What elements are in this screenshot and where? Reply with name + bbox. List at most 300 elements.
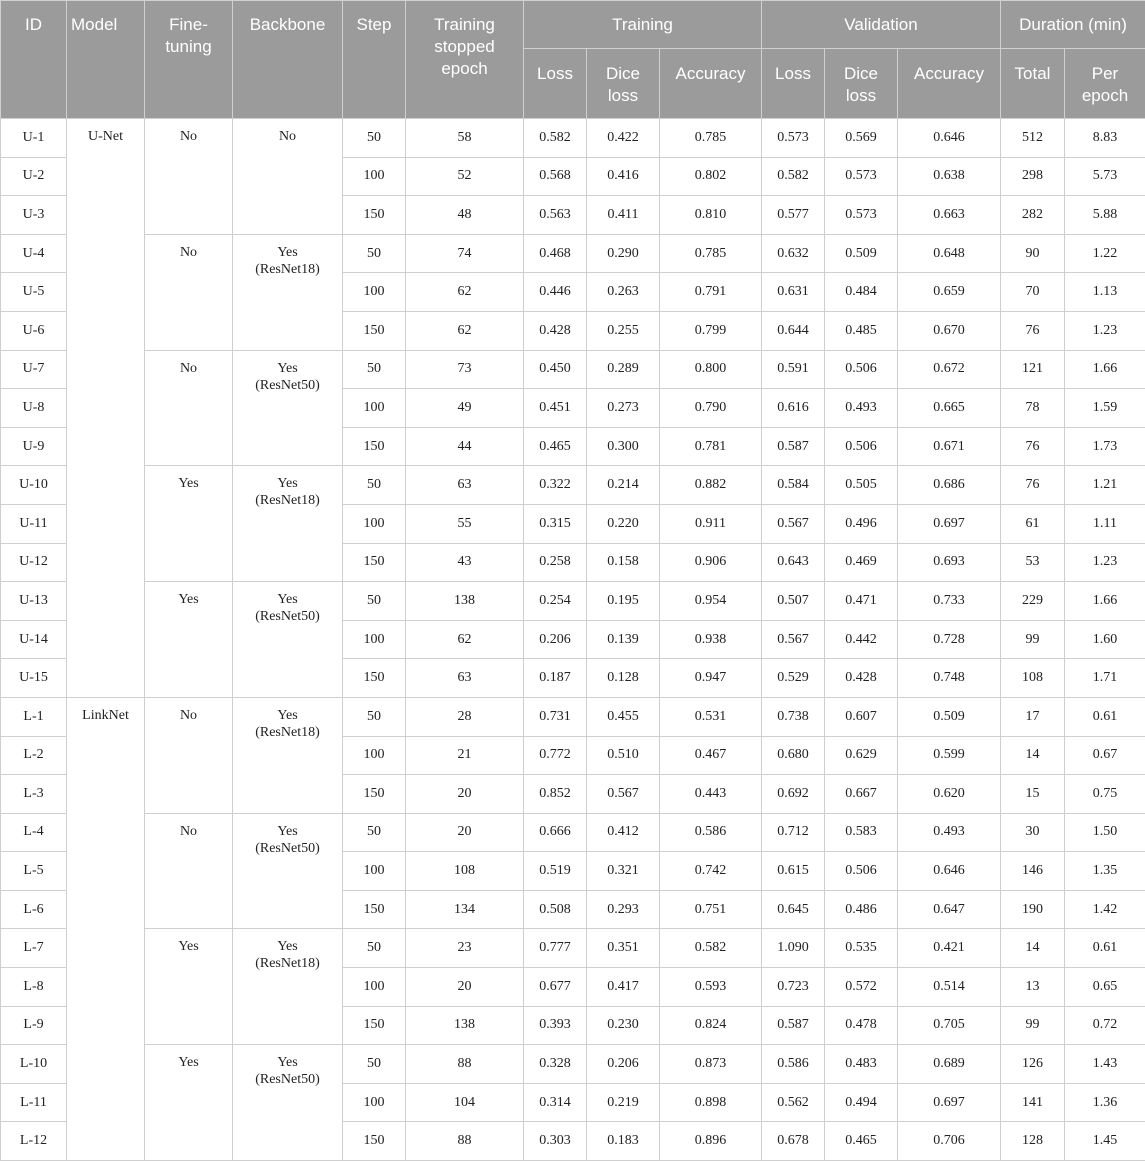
duration-total-cell: 14 xyxy=(1001,736,1065,775)
validation-loss-cell: 0.567 xyxy=(762,620,825,659)
backbone-value: Yes xyxy=(233,591,342,608)
training-accuracy-cell: 0.790 xyxy=(660,389,762,428)
validation-loss-cell: 0.507 xyxy=(762,582,825,621)
validation-dice-loss-cell: 0.496 xyxy=(825,504,898,543)
training-dice-loss-cell: 0.139 xyxy=(587,620,660,659)
validation-loss-cell: 0.587 xyxy=(762,1006,825,1045)
stopped-epoch-cell: 28 xyxy=(406,697,524,736)
training-dice-loss-cell: 0.422 xyxy=(587,119,660,158)
validation-accuracy-cell: 0.689 xyxy=(898,1045,1001,1084)
validation-dice-loss-cell: 0.583 xyxy=(825,813,898,852)
duration-per-epoch-cell: 1.60 xyxy=(1065,620,1145,659)
duration-total-cell: 76 xyxy=(1001,311,1065,350)
training-accuracy-cell: 0.785 xyxy=(660,234,762,273)
step-cell: 50 xyxy=(343,466,406,505)
table-row xyxy=(1,582,1145,621)
backbone-value: Yes xyxy=(233,938,342,955)
validation-accuracy-cell: 0.665 xyxy=(898,389,1001,428)
duration-per-epoch-cell: 5.73 xyxy=(1065,157,1145,196)
stopped-epoch-cell: 63 xyxy=(406,659,524,698)
validation-loss-cell: 0.631 xyxy=(762,273,825,312)
fine-tuning-cell: Yes xyxy=(145,929,233,1045)
training-loss-cell: 0.206 xyxy=(524,620,587,659)
stopped-epoch-cell: 62 xyxy=(406,311,524,350)
id-cell: L-8 xyxy=(1,968,67,1007)
validation-loss-cell: 0.591 xyxy=(762,350,825,389)
validation-loss-cell: 0.586 xyxy=(762,1045,825,1084)
id-cell: U-5 xyxy=(1,273,67,312)
validation-accuracy-cell: 0.509 xyxy=(898,697,1001,736)
id-cell: U-6 xyxy=(1,311,67,350)
fine-tuning-cell: No xyxy=(145,813,233,929)
training-dice-loss-cell: 0.195 xyxy=(587,582,660,621)
backbone-value: No xyxy=(233,128,342,145)
validation-dice-loss-cell: 0.506 xyxy=(825,350,898,389)
validation-dice-loss-cell: 0.607 xyxy=(825,697,898,736)
id-cell: U-9 xyxy=(1,427,67,466)
duration-total-cell: 282 xyxy=(1001,196,1065,235)
step-cell: 150 xyxy=(343,543,406,582)
validation-loss-cell: 0.680 xyxy=(762,736,825,775)
training-dice-loss-cell: 0.455 xyxy=(587,697,660,736)
step-cell: 100 xyxy=(343,968,406,1007)
duration-total-cell: 121 xyxy=(1001,350,1065,389)
training-dice-loss-cell: 0.300 xyxy=(587,427,660,466)
step-cell: 50 xyxy=(343,813,406,852)
col-header-validation-dice-loss: Dice loss xyxy=(825,49,898,119)
training-loss-cell: 0.322 xyxy=(524,466,587,505)
id-cell: L-3 xyxy=(1,775,67,814)
validation-dice-loss-cell: 0.573 xyxy=(825,157,898,196)
training-loss-cell: 0.777 xyxy=(524,929,587,968)
table-body xyxy=(1,119,1145,1161)
step-cell: 50 xyxy=(343,350,406,389)
backbone-detail: (ResNet18) xyxy=(233,261,342,278)
col-group-training: Training xyxy=(524,1,762,49)
training-loss-cell: 0.666 xyxy=(524,813,587,852)
duration-per-epoch-cell: 1.21 xyxy=(1065,466,1145,505)
training-accuracy-cell: 0.906 xyxy=(660,543,762,582)
training-loss-cell: 0.450 xyxy=(524,350,587,389)
training-accuracy-cell: 0.898 xyxy=(660,1083,762,1122)
training-loss-cell: 0.393 xyxy=(524,1006,587,1045)
duration-total-cell: 128 xyxy=(1001,1122,1065,1161)
duration-per-epoch-cell: 0.61 xyxy=(1065,929,1145,968)
col-header-step: Step xyxy=(343,1,406,119)
duration-total-cell: 126 xyxy=(1001,1045,1065,1084)
training-accuracy-cell: 0.443 xyxy=(660,775,762,814)
step-cell: 50 xyxy=(343,929,406,968)
validation-dice-loss-cell: 0.569 xyxy=(825,119,898,158)
stopped-epoch-cell: 20 xyxy=(406,968,524,1007)
validation-loss-cell: 0.615 xyxy=(762,852,825,891)
backbone-value: Yes xyxy=(233,475,342,492)
step-cell: 150 xyxy=(343,1006,406,1045)
duration-per-epoch-cell: 1.66 xyxy=(1065,582,1145,621)
training-dice-loss-cell: 0.128 xyxy=(587,659,660,698)
col-header-model: Model xyxy=(67,1,145,119)
training-accuracy-cell: 0.873 xyxy=(660,1045,762,1084)
validation-accuracy-cell: 0.646 xyxy=(898,119,1001,158)
training-accuracy-cell: 0.582 xyxy=(660,929,762,968)
stopped-epoch-cell: 88 xyxy=(406,1122,524,1161)
validation-dice-loss-cell: 0.535 xyxy=(825,929,898,968)
training-dice-loss-cell: 0.351 xyxy=(587,929,660,968)
stopped-epoch-cell: 21 xyxy=(406,736,524,775)
training-dice-loss-cell: 0.293 xyxy=(587,890,660,929)
backbone-detail: (ResNet50) xyxy=(233,377,342,394)
training-loss-cell: 0.677 xyxy=(524,968,587,1007)
id-cell: L-6 xyxy=(1,890,67,929)
table-row xyxy=(1,813,1145,852)
step-cell: 150 xyxy=(343,427,406,466)
fine-tuning-cell: No xyxy=(145,350,233,466)
id-cell: L-9 xyxy=(1,1006,67,1045)
duration-total-cell: 78 xyxy=(1001,389,1065,428)
duration-total-cell: 298 xyxy=(1001,157,1065,196)
backbone-detail: (ResNet50) xyxy=(233,840,342,857)
id-cell: L-10 xyxy=(1,1045,67,1084)
duration-total-cell: 146 xyxy=(1001,852,1065,891)
id-cell: L-12 xyxy=(1,1122,67,1161)
duration-per-epoch-cell: 1.36 xyxy=(1065,1083,1145,1122)
fine-tuning-cell: Yes xyxy=(145,466,233,582)
validation-dice-loss-cell: 0.506 xyxy=(825,852,898,891)
model-cell: LinkNet xyxy=(67,697,145,1160)
validation-loss-cell: 0.567 xyxy=(762,504,825,543)
training-loss-cell: 0.468 xyxy=(524,234,587,273)
training-accuracy-cell: 0.802 xyxy=(660,157,762,196)
duration-total-cell: 76 xyxy=(1001,466,1065,505)
id-cell: U-7 xyxy=(1,350,67,389)
id-cell: L-1 xyxy=(1,697,67,736)
stopped-epoch-cell: 104 xyxy=(406,1083,524,1122)
step-cell: 100 xyxy=(343,273,406,312)
duration-per-epoch-cell: 1.50 xyxy=(1065,813,1145,852)
duration-total-cell: 14 xyxy=(1001,929,1065,968)
stopped-epoch-cell: 43 xyxy=(406,543,524,582)
validation-loss-cell: 0.577 xyxy=(762,196,825,235)
col-header-id: ID xyxy=(1,1,67,119)
validation-loss-cell: 0.712 xyxy=(762,813,825,852)
duration-per-epoch-cell: 1.13 xyxy=(1065,273,1145,312)
duration-per-epoch-cell: 1.73 xyxy=(1065,427,1145,466)
backbone-cell xyxy=(233,466,343,582)
validation-loss-cell: 0.645 xyxy=(762,890,825,929)
training-dice-loss-cell: 0.263 xyxy=(587,273,660,312)
id-cell: L-4 xyxy=(1,813,67,852)
training-accuracy-cell: 0.781 xyxy=(660,427,762,466)
training-dice-loss-cell: 0.255 xyxy=(587,311,660,350)
stopped-epoch-cell: 44 xyxy=(406,427,524,466)
step-cell: 50 xyxy=(343,119,406,158)
training-loss-cell: 0.731 xyxy=(524,697,587,736)
validation-loss-cell: 0.632 xyxy=(762,234,825,273)
duration-total-cell: 512 xyxy=(1001,119,1065,158)
validation-dice-loss-cell: 0.509 xyxy=(825,234,898,273)
step-cell: 150 xyxy=(343,659,406,698)
validation-dice-loss-cell: 0.469 xyxy=(825,543,898,582)
backbone-cell xyxy=(233,929,343,1045)
fine-tuning-cell: No xyxy=(145,234,233,350)
training-accuracy-cell: 0.742 xyxy=(660,852,762,891)
duration-per-epoch-cell: 1.11 xyxy=(1065,504,1145,543)
validation-loss-cell: 0.582 xyxy=(762,157,825,196)
fine-tuning-cell: No xyxy=(145,119,233,235)
duration-total-cell: 17 xyxy=(1001,697,1065,736)
validation-accuracy-cell: 0.697 xyxy=(898,1083,1001,1122)
duration-per-epoch-cell: 1.42 xyxy=(1065,890,1145,929)
training-accuracy-cell: 0.824 xyxy=(660,1006,762,1045)
fine-tuning-cell: Yes xyxy=(145,1045,233,1161)
id-cell: U-1 xyxy=(1,119,67,158)
validation-accuracy-cell: 0.599 xyxy=(898,736,1001,775)
training-dice-loss-cell: 0.220 xyxy=(587,504,660,543)
id-cell: U-2 xyxy=(1,157,67,196)
backbone-value: Yes xyxy=(233,707,342,724)
id-cell: U-12 xyxy=(1,543,67,582)
training-dice-loss-cell: 0.230 xyxy=(587,1006,660,1045)
stopped-epoch-cell: 58 xyxy=(406,119,524,158)
training-dice-loss-cell: 0.219 xyxy=(587,1083,660,1122)
training-dice-loss-cell: 0.290 xyxy=(587,234,660,273)
validation-dice-loss-cell: 0.485 xyxy=(825,311,898,350)
step-cell: 150 xyxy=(343,890,406,929)
duration-total-cell: 141 xyxy=(1001,1083,1065,1122)
training-loss-cell: 0.519 xyxy=(524,852,587,891)
training-dice-loss-cell: 0.416 xyxy=(587,157,660,196)
id-cell: L-2 xyxy=(1,736,67,775)
col-header-training-dice-loss: Dice loss xyxy=(587,49,660,119)
duration-per-epoch-cell: 1.66 xyxy=(1065,350,1145,389)
stopped-epoch-cell: 63 xyxy=(406,466,524,505)
validation-loss-cell: 0.643 xyxy=(762,543,825,582)
validation-accuracy-cell: 0.514 xyxy=(898,968,1001,1007)
backbone-detail: (ResNet18) xyxy=(233,724,342,741)
stopped-epoch-cell: 138 xyxy=(406,582,524,621)
id-cell: L-11 xyxy=(1,1083,67,1122)
duration-per-epoch-cell: 5.88 xyxy=(1065,196,1145,235)
validation-accuracy-cell: 0.705 xyxy=(898,1006,1001,1045)
table-row xyxy=(1,350,1145,389)
backbone-value: Yes xyxy=(233,360,342,377)
table-header xyxy=(1,1,1145,119)
validation-loss-cell: 1.090 xyxy=(762,929,825,968)
duration-total-cell: 99 xyxy=(1001,1006,1065,1045)
validation-accuracy-cell: 0.638 xyxy=(898,157,1001,196)
stopped-epoch-cell: 23 xyxy=(406,929,524,968)
step-cell: 100 xyxy=(343,620,406,659)
validation-dice-loss-cell: 0.493 xyxy=(825,389,898,428)
validation-dice-loss-cell: 0.573 xyxy=(825,196,898,235)
training-accuracy-cell: 0.911 xyxy=(660,504,762,543)
col-header-stopped-epoch: Training stopped epoch xyxy=(406,1,524,119)
step-cell: 100 xyxy=(343,389,406,428)
stopped-epoch-cell: 88 xyxy=(406,1045,524,1084)
duration-total-cell: 76 xyxy=(1001,427,1065,466)
validation-dice-loss-cell: 0.629 xyxy=(825,736,898,775)
duration-per-epoch-cell: 0.65 xyxy=(1065,968,1145,1007)
validation-dice-loss-cell: 0.572 xyxy=(825,968,898,1007)
id-cell: L-5 xyxy=(1,852,67,891)
step-cell: 150 xyxy=(343,775,406,814)
training-dice-loss-cell: 0.417 xyxy=(587,968,660,1007)
col-group-validation: Validation xyxy=(762,1,1001,49)
backbone-value: Yes xyxy=(233,244,342,261)
duration-per-epoch-cell: 0.61 xyxy=(1065,697,1145,736)
training-dice-loss-cell: 0.411 xyxy=(587,196,660,235)
backbone-detail: (ResNet50) xyxy=(233,608,342,625)
duration-per-epoch-cell: 1.71 xyxy=(1065,659,1145,698)
stopped-epoch-cell: 20 xyxy=(406,775,524,814)
fine-tuning-cell: No xyxy=(145,697,233,813)
training-loss-cell: 0.451 xyxy=(524,389,587,428)
stopped-epoch-cell: 49 xyxy=(406,389,524,428)
duration-per-epoch-cell: 1.23 xyxy=(1065,543,1145,582)
training-dice-loss-cell: 0.289 xyxy=(587,350,660,389)
id-cell: U-13 xyxy=(1,582,67,621)
validation-accuracy-cell: 0.646 xyxy=(898,852,1001,891)
col-header-training-loss: Loss xyxy=(524,49,587,119)
training-accuracy-cell: 0.810 xyxy=(660,196,762,235)
validation-accuracy-cell: 0.671 xyxy=(898,427,1001,466)
table-row xyxy=(1,1045,1145,1084)
duration-total-cell: 61 xyxy=(1001,504,1065,543)
step-cell: 50 xyxy=(343,1045,406,1084)
validation-dice-loss-cell: 0.478 xyxy=(825,1006,898,1045)
validation-dice-loss-cell: 0.484 xyxy=(825,273,898,312)
table-row xyxy=(1,466,1145,505)
step-cell: 100 xyxy=(343,504,406,543)
training-dice-loss-cell: 0.158 xyxy=(587,543,660,582)
duration-total-cell: 13 xyxy=(1001,968,1065,1007)
training-accuracy-cell: 0.800 xyxy=(660,350,762,389)
training-loss-cell: 0.254 xyxy=(524,582,587,621)
training-accuracy-cell: 0.791 xyxy=(660,273,762,312)
duration-per-epoch-cell: 1.43 xyxy=(1065,1045,1145,1084)
col-header-validation-loss: Loss xyxy=(762,49,825,119)
backbone-cell xyxy=(233,350,343,466)
validation-loss-cell: 0.644 xyxy=(762,311,825,350)
duration-total-cell: 53 xyxy=(1001,543,1065,582)
duration-total-cell: 30 xyxy=(1001,813,1065,852)
validation-loss-cell: 0.678 xyxy=(762,1122,825,1161)
table-row xyxy=(1,234,1145,273)
id-cell: U-8 xyxy=(1,389,67,428)
table-row xyxy=(1,929,1145,968)
step-cell: 100 xyxy=(343,157,406,196)
training-accuracy-cell: 0.593 xyxy=(660,968,762,1007)
col-header-validation-accuracy: Accuracy xyxy=(898,49,1001,119)
col-header-fine-tuning: Fine-tuning xyxy=(145,1,233,119)
training-loss-cell: 0.328 xyxy=(524,1045,587,1084)
duration-total-cell: 108 xyxy=(1001,659,1065,698)
validation-dice-loss-cell: 0.486 xyxy=(825,890,898,929)
step-cell: 150 xyxy=(343,196,406,235)
training-accuracy-cell: 0.531 xyxy=(660,697,762,736)
validation-loss-cell: 0.738 xyxy=(762,697,825,736)
id-cell: U-4 xyxy=(1,234,67,273)
step-cell: 150 xyxy=(343,311,406,350)
validation-loss-cell: 0.573 xyxy=(762,119,825,158)
training-accuracy-cell: 0.882 xyxy=(660,466,762,505)
training-accuracy-cell: 0.751 xyxy=(660,890,762,929)
validation-accuracy-cell: 0.421 xyxy=(898,929,1001,968)
id-cell: U-10 xyxy=(1,466,67,505)
validation-accuracy-cell: 0.697 xyxy=(898,504,1001,543)
stopped-epoch-cell: 138 xyxy=(406,1006,524,1045)
validation-loss-cell: 0.529 xyxy=(762,659,825,698)
validation-dice-loss-cell: 0.483 xyxy=(825,1045,898,1084)
training-loss-cell: 0.568 xyxy=(524,157,587,196)
col-group-duration: Duration (min) xyxy=(1001,1,1145,49)
step-cell: 50 xyxy=(343,234,406,273)
training-loss-cell: 0.563 xyxy=(524,196,587,235)
training-accuracy-cell: 0.467 xyxy=(660,736,762,775)
backbone-value: Yes xyxy=(233,823,342,840)
step-cell: 150 xyxy=(343,1122,406,1161)
stopped-epoch-cell: 48 xyxy=(406,196,524,235)
duration-total-cell: 99 xyxy=(1001,620,1065,659)
backbone-cell xyxy=(233,813,343,929)
table-row xyxy=(1,697,1145,736)
duration-per-epoch-cell: 1.45 xyxy=(1065,1122,1145,1161)
training-dice-loss-cell: 0.412 xyxy=(587,813,660,852)
id-cell: U-3 xyxy=(1,196,67,235)
validation-accuracy-cell: 0.672 xyxy=(898,350,1001,389)
validation-loss-cell: 0.584 xyxy=(762,466,825,505)
duration-per-epoch-cell: 0.72 xyxy=(1065,1006,1145,1045)
table-row xyxy=(1,119,1145,158)
validation-dice-loss-cell: 0.505 xyxy=(825,466,898,505)
col-header-duration-total: Total xyxy=(1001,49,1065,119)
validation-loss-cell: 0.587 xyxy=(762,427,825,466)
training-loss-cell: 0.852 xyxy=(524,775,587,814)
training-dice-loss-cell: 0.273 xyxy=(587,389,660,428)
validation-dice-loss-cell: 0.494 xyxy=(825,1083,898,1122)
stopped-epoch-cell: 52 xyxy=(406,157,524,196)
backbone-cell xyxy=(233,697,343,813)
duration-per-epoch-cell: 1.59 xyxy=(1065,389,1145,428)
training-dice-loss-cell: 0.567 xyxy=(587,775,660,814)
backbone-cell xyxy=(233,119,343,235)
stopped-epoch-cell: 74 xyxy=(406,234,524,273)
training-loss-cell: 0.446 xyxy=(524,273,587,312)
id-cell: U-15 xyxy=(1,659,67,698)
validation-accuracy-cell: 0.686 xyxy=(898,466,1001,505)
backbone-value: Yes xyxy=(233,1054,342,1071)
duration-total-cell: 15 xyxy=(1001,775,1065,814)
stopped-epoch-cell: 62 xyxy=(406,620,524,659)
training-loss-cell: 0.428 xyxy=(524,311,587,350)
validation-loss-cell: 0.616 xyxy=(762,389,825,428)
training-accuracy-cell: 0.785 xyxy=(660,119,762,158)
training-loss-cell: 0.772 xyxy=(524,736,587,775)
training-loss-cell: 0.187 xyxy=(524,659,587,698)
stopped-epoch-cell: 20 xyxy=(406,813,524,852)
validation-dice-loss-cell: 0.442 xyxy=(825,620,898,659)
training-accuracy-cell: 0.954 xyxy=(660,582,762,621)
validation-accuracy-cell: 0.706 xyxy=(898,1122,1001,1161)
training-accuracy-cell: 0.938 xyxy=(660,620,762,659)
validation-accuracy-cell: 0.648 xyxy=(898,234,1001,273)
fine-tuning-cell: Yes xyxy=(145,582,233,698)
duration-total-cell: 90 xyxy=(1001,234,1065,273)
validation-accuracy-cell: 0.733 xyxy=(898,582,1001,621)
stopped-epoch-cell: 62 xyxy=(406,273,524,312)
training-dice-loss-cell: 0.510 xyxy=(587,736,660,775)
duration-per-epoch-cell: 0.75 xyxy=(1065,775,1145,814)
